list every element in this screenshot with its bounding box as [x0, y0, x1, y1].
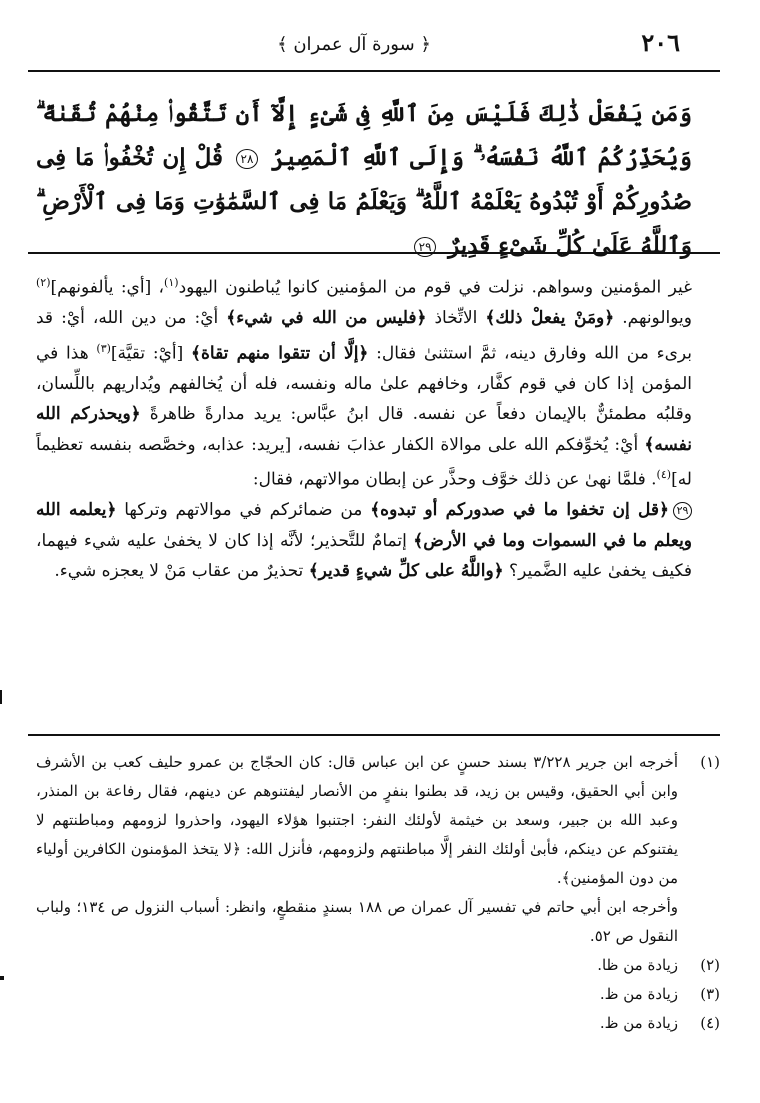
footnote-body: زيادة من ظ.: [599, 985, 678, 1003]
verse-29-marker: ٢٩: [414, 237, 436, 257]
commentary-text-run: إتمامٌ للتَّحذير؛ لأنَّه إذا كان لا يخفىٰ عليه شيء فيهما، فكيف يخفىٰ عليه الضَّمير؟: [36, 530, 692, 582]
quran-verses: [36, 92, 692, 268]
commentary-text-run: من ضمائركم في موالاتهم وتركها: [116, 500, 371, 521]
commentary-text-run: غير المؤمنين وسواهم. نزلت في قوم من المؤمنين كانوا يُباطنون اليهود: [178, 277, 692, 298]
commentary-text-run: تحذيرٌ من عقاب مَنْ لا يعجزه شيء.: [54, 561, 309, 582]
verse-29-text: قُلْ إِن تُخْفُوا۟ مَا فِى صُدُورِكُمْ أَوْ تُبْدُوهُ يَعْلَمْهُ ٱللَّهُ ۗ وَيَعْلَمُ مَا فِى ٱلسَّمَٰوَٰتِ وَمَا فِى ٱلْأَرْضِ ۗ وَٱللَّهُ عَلَىٰ كُلِّ شَىْءٍ قَدِيرٌ: [36, 144, 692, 259]
commentary-text-run: أيْ: يُخوِّفكم الله على موالاة الكفار عذابَ نفسه، [يريد: عذابه، وخصَّصه بنفسه تعظيماً له]: [36, 434, 692, 490]
commentary-paragraph-2: [36, 495, 692, 587]
verse-28-marker: ٢٨: [236, 149, 258, 169]
quoted-verse: ﴿يعلمه الله ويعلم ما في السموات وما في الأرض﴾: [36, 500, 693, 551]
page-number: ٢٠٦: [641, 28, 680, 57]
footnote-ref-1: (١): [164, 276, 179, 289]
footnote-number: (٤): [700, 1014, 720, 1032]
footnote-body: زيادة من ظ.: [599, 1014, 678, 1032]
footnote-body: زيادة من ظا.: [597, 956, 678, 974]
commentary-text-run: أيْ: من دين الله، أيْ: قد برىء من الله وفارق دينه، ثمَّ استثنىٰ فقال:: [36, 308, 692, 364]
quoted-verse: ﴿ومَنْ يفعلْ ذلك﴾: [485, 308, 615, 329]
scan-edge-mark: [0, 690, 2, 704]
commentary-text-run: الاتِّخاذ: [426, 308, 486, 329]
verses-rule: [28, 252, 720, 254]
footnote-ref-2: (٢): [36, 276, 51, 289]
footnotes-rule: [28, 734, 720, 736]
footnote-paragraph: أخرجه ابن جرير ٣/٢٢٨ بسند حسنٍ عن ابن عباس قال: كان الحجّاج بن عمرو حليف كعب بن الأشرف وابن أبي الحقيق، وقيس بن زيد، قد بطنوا بنفرٍ من الأنصار ليفتنوهم عن دينهم، فقال رفاعة بن المنذر، وعبد الله بن جبير، وسعد بن خيثمة لأولئك النفر: اجتنبوا هؤلاء اليهود، واحذروا لزومهم ومباطنتهم لا يفتنوكم عن دينكم، فأبىٰ أولئك النفر إلَّا مباطنتهم ولزومهم، فأنزل الله: ﴿لا يتخذ المؤمنون الكافرين أولياء من دون المؤمنين﴾.: [36, 753, 678, 887]
footnote-number: (١): [700, 753, 720, 771]
commentary-text-run: هذا في المؤمن إذا كان في قوم كفَّار، وخافهم علىٰ ماله ونفسه، فله أن يُخالفهم ويُداريهم باللِّسان، وقلبُه مطمئنٌّ بالإيمان دفعاً عن نفسه. قال ابنُ عبَّاس: يريد مدارةً ظاهرةً: [36, 343, 693, 425]
footnote-3: [36, 980, 720, 1009]
footnotes: [36, 748, 720, 1038]
commentary-text-run: ، [أي: يألفونهم]: [50, 277, 165, 298]
footnote-number: (٣): [700, 985, 720, 1003]
commentary-text-run: . فلمَّا نهىٰ عن ذلك خوَّف وحذَّر عن إبطان موالاتهم، فقال:: [252, 469, 657, 490]
footnote-1: [36, 748, 720, 951]
footnote-4: [36, 1009, 720, 1038]
footnote-body: [36, 748, 678, 951]
verse-29-commentary-marker: ٢٩: [673, 502, 692, 520]
quoted-verse: ﴿قل إن تخفوا ما في صدوركم أو تبدوه﴾: [370, 500, 669, 521]
surah-title: ﴿ سورة آل عمران ﴾: [277, 34, 431, 55]
commentary-text: [36, 268, 692, 587]
commentary-text-run: [أيْ: تقيَّة]: [110, 343, 192, 364]
footnote-paragraph: وأخرجه ابن أبي حاتم في تفسير آل عمران ص ١٨٨ بسندٍ منقطعٍ، وانظر: أسباب النزول ص ١٣٤؛ ولباب النقول ص ٥٢.: [36, 898, 678, 945]
scan-edge-mark: [0, 976, 4, 980]
header-rule: [28, 70, 720, 72]
footnote-ref-3: (٣): [96, 341, 111, 355]
quoted-verse: ﴿فليس من الله في شيء﴾: [226, 308, 427, 329]
quoted-verse: ﴿إلَّا أن تتقوا منهم تقاة﴾: [191, 343, 369, 364]
commentary-paragraph-1: [36, 268, 692, 495]
verse-28-text: وَمَن يَفْعَلْ ذَٰلِكَ فَلَيْسَ مِنَ ٱللَّهِ فِى شَىْءٍ إِلَّآ أَن تَتَّقُوا۟ مِنْهُمْ تُقَىٰةً ۗ وَيُحَذِّرُكُمُ ٱللَّهُ نَفْسَهُۥ ۗ وَإِلَى ٱللَّهِ ٱلْمَصِيرُ: [36, 100, 692, 171]
commentary-text-run: ويوالونهم.: [614, 308, 692, 329]
quoted-verse: ﴿ويحذركم الله نفسه﴾: [36, 404, 692, 455]
footnote-2: [36, 951, 720, 980]
footnote-number: (٢): [700, 956, 720, 974]
page-header: [28, 28, 680, 62]
quoted-verse: ﴿واللَّهُ على كلِّ شيءٍ قدير﴾: [308, 561, 504, 582]
footnote-ref-4: (٤): [656, 468, 672, 482]
